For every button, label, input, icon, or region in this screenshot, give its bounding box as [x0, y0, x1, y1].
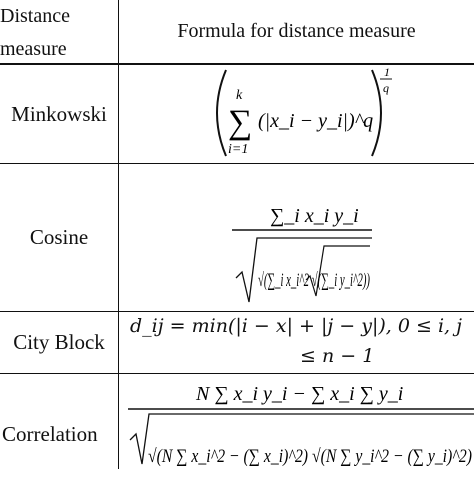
row-name-cosine: Cosine: [29, 225, 89, 249]
row-name-city-block: City Block: [13, 330, 105, 354]
sum-sign: ∑: [228, 104, 253, 141]
cosine-numerator: ∑_i x_i y_i: [270, 205, 359, 227]
outer-exponent-numerator: 1: [384, 65, 390, 79]
city-block-line-1: d_ij = min(|i − x| + |j − y|), 0 ≤ i, j: [130, 315, 463, 337]
row-name-minkowski: Minkowski: [11, 101, 107, 126]
row-name-correlation: Correlation: [2, 421, 98, 446]
minkowski-body: (|x_i − y_i|)^q: [258, 110, 374, 132]
header-line-2: measure: [0, 38, 67, 60]
sum-lower-limit: i=1: [228, 142, 249, 157]
cosine-denominator: √(∑_i x_i^2 √(∑_i y_i^2)): [258, 270, 370, 291]
header-formula-label: Formula for distance measure: [177, 20, 416, 42]
outer-exponent-denominator: q: [383, 81, 389, 95]
sum-upper-limit: k: [236, 88, 243, 103]
correlation-numerator: N ∑ x_i y_i − ∑ x_i ∑ y_i: [196, 383, 404, 405]
city-block-line-2: ≤ n − 1: [300, 345, 375, 367]
header-line-1: Distance: [0, 5, 70, 27]
correlation-denominator: √(N ∑ x_i^2 − (∑ x_i)^2) √(N ∑ y_i^2 − (∑ y_i)^2): [148, 446, 472, 467]
